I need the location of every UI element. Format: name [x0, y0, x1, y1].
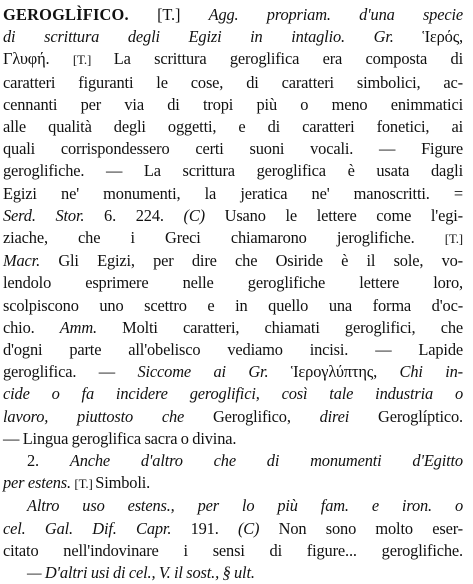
text-segment: Geroglifico,	[212, 406, 320, 426]
text-segment: Molti caratteri, chiamati geroglifici, che	[122, 317, 463, 337]
text-segment: La scrittura geroglifica era composta di	[113, 49, 464, 69]
entry-line	[3, 205, 463, 227]
text-segment: di scrittura degli Egizi in intaglio. Gr.	[3, 27, 423, 47]
entry-line	[3, 428, 463, 450]
entry-line	[3, 72, 463, 94]
text-segment: Egizi ne' monumenti, la jeratica ne' manoscritti. =	[3, 183, 463, 203]
text-segment: Gli Egizi, per dire che Osiride è il sole, vo-	[58, 251, 463, 271]
text-segment: alle qualità degli oggetti, e di caratteri fonetici, ai	[3, 117, 463, 137]
text-segment: cennanti per via di tropi più o meno enimmatici	[3, 94, 463, 114]
text-segment: Geroglíptico.	[378, 406, 464, 426]
text-segment: 2.	[27, 451, 70, 471]
text-segment: Agg. propriam. d'una specie	[208, 5, 463, 24]
text-segment: (C)	[237, 518, 279, 538]
text-segment: (C)	[183, 205, 225, 225]
entry-line	[3, 116, 463, 138]
text-segment: Usano le lettere come l'egi-	[224, 205, 463, 225]
text-segment: ziache, che i Greci chiamarono jeroglifiche.	[3, 228, 445, 248]
entry-line	[3, 383, 463, 405]
text-segment: [T.]	[72, 52, 114, 68]
entry-line	[3, 540, 463, 562]
text-segment: citato nell'indovinare i sensi di figure... geroglifiche.	[3, 540, 463, 560]
entry-line	[3, 518, 463, 540]
entry-line	[3, 48, 463, 71]
text-segment: lendolo esprimere nelle geroglifiche lettere loro,	[3, 273, 463, 293]
text-segment: — D'altri usi di cel., V. il sost., § ult.	[27, 563, 255, 583]
entry-line	[3, 272, 463, 294]
text-segment: Amm.	[59, 317, 123, 337]
text-segment: Macr.	[3, 251, 59, 271]
text-segment: [T.]	[128, 5, 209, 24]
text-segment: chio.	[3, 317, 60, 337]
text-segment: Non sono molto eser-	[278, 518, 463, 538]
text-segment: quali corrispondessero certi suoni vocali. — Figure	[3, 139, 463, 159]
text-segment: geroglifiche. — La scrittura geroglifica è usata dagli	[3, 161, 463, 181]
entry-line	[3, 94, 463, 116]
text-segment: geroglifica. —	[3, 362, 138, 382]
entry-line	[3, 26, 463, 48]
text-segment: caratteri figuranti le cose, di caratteri simbolici, ac-	[3, 72, 463, 92]
text-segment: Simboli.	[95, 473, 151, 493]
text-segment: 191.	[190, 518, 238, 538]
text-segment: cel. Gal. Dif. Capr.	[3, 518, 191, 538]
entry-line	[3, 160, 463, 182]
text-segment: lavoro, piuttosto che	[3, 406, 213, 426]
text-segment: Anche d'altro che di monumenti d'Egitto	[69, 451, 463, 471]
entry-line	[3, 562, 463, 584]
text-segment: d'ogni parte all'obelisco vediamo incisi. — Lapide	[3, 340, 463, 360]
text-segment: [T.]	[444, 231, 463, 247]
entry-line	[3, 295, 463, 317]
entry-line	[3, 361, 463, 383]
entry-line	[3, 450, 463, 472]
entry-line	[3, 472, 463, 495]
text-segment: — Lingua geroglifica sacra o divina.	[3, 428, 237, 448]
entry-line	[3, 183, 463, 205]
text-segment: Serd. Stor.	[3, 205, 105, 225]
text-segment: scolpiscono uno scettro e in quello una forma d'oc-	[3, 295, 463, 315]
text-segment: Γλυφή.	[3, 49, 73, 69]
text-segment: cide o fa incidere geroglifici, così tale industria o	[3, 384, 463, 404]
text-segment: Chi in-	[399, 362, 463, 382]
entry-line	[3, 227, 463, 250]
entry-line	[3, 250, 463, 272]
text-segment: Siccome ai Gr.	[137, 362, 291, 382]
headword: GEROGLÌFICO.	[3, 5, 129, 24]
entry-line	[3, 4, 463, 26]
text-segment: Altro uso estens., per lo più fam. e iron. o	[27, 496, 463, 516]
text-segment: [T.]	[74, 476, 96, 492]
text-segment: 6. 224.	[104, 205, 184, 225]
text-segment: direi	[319, 406, 379, 426]
entry-line	[3, 339, 463, 361]
entry-line	[3, 138, 463, 160]
entry-line	[3, 317, 463, 339]
text-segment: Ἱερογλύπτης,	[290, 362, 400, 382]
entry-line	[3, 495, 463, 517]
entry-line	[3, 406, 463, 428]
text-segment: per estens.	[3, 473, 75, 493]
text-segment: Ἱερός,	[422, 27, 463, 47]
